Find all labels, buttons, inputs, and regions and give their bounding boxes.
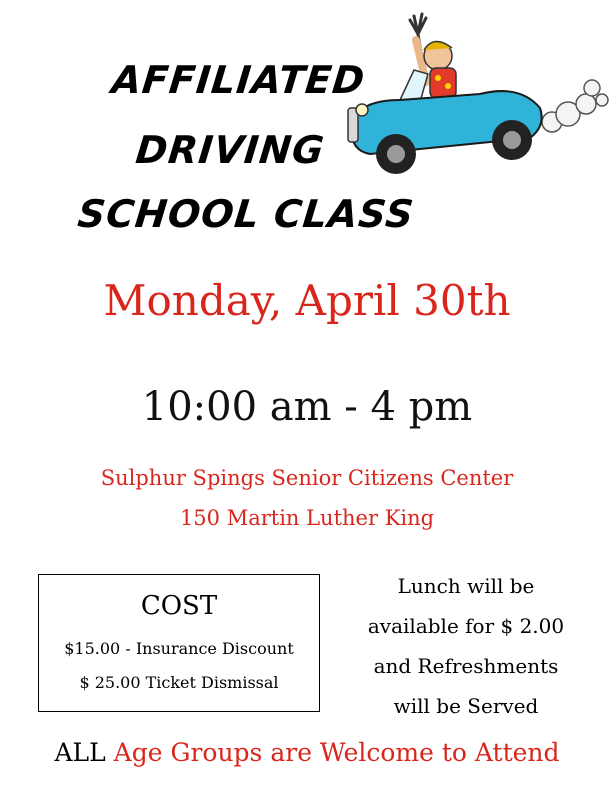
lunch-line-3: and Refreshments: [373, 654, 559, 678]
title-line-3: SCHOOL CLASS: [75, 192, 417, 236]
event-date: Monday, April 30th: [103, 276, 511, 325]
lunch-line-4: will be Served: [393, 694, 539, 718]
title-line-1: AFFILIATED: [109, 58, 368, 102]
lunch-info: [338, 566, 594, 726]
event-address: 150 Martin Luther King: [179, 506, 435, 530]
cost-ticket-dismissal: $ 25.00 Ticket Dismissal: [79, 673, 279, 692]
event-time: 10:00 am - 4 pm: [141, 384, 473, 430]
lunch-line-1: Lunch will be: [397, 574, 535, 598]
event-venue: Sulphur Spings Senior Citizens Center: [100, 466, 514, 490]
cost-box: [38, 574, 320, 712]
footer-welcome: [0, 738, 614, 767]
title-line-2: DRIVING: [133, 128, 327, 172]
footer-all: ALL: [54, 738, 106, 767]
cost-insurance-discount: $15.00 - Insurance Discount: [64, 639, 294, 658]
cartoon-car-driver-icon: [330, 4, 610, 184]
footer-rest: Age Groups are Welcome to Attend: [105, 738, 560, 767]
cost-title: COST: [140, 591, 218, 621]
lunch-line-2: available for $ 2.00: [367, 614, 565, 638]
